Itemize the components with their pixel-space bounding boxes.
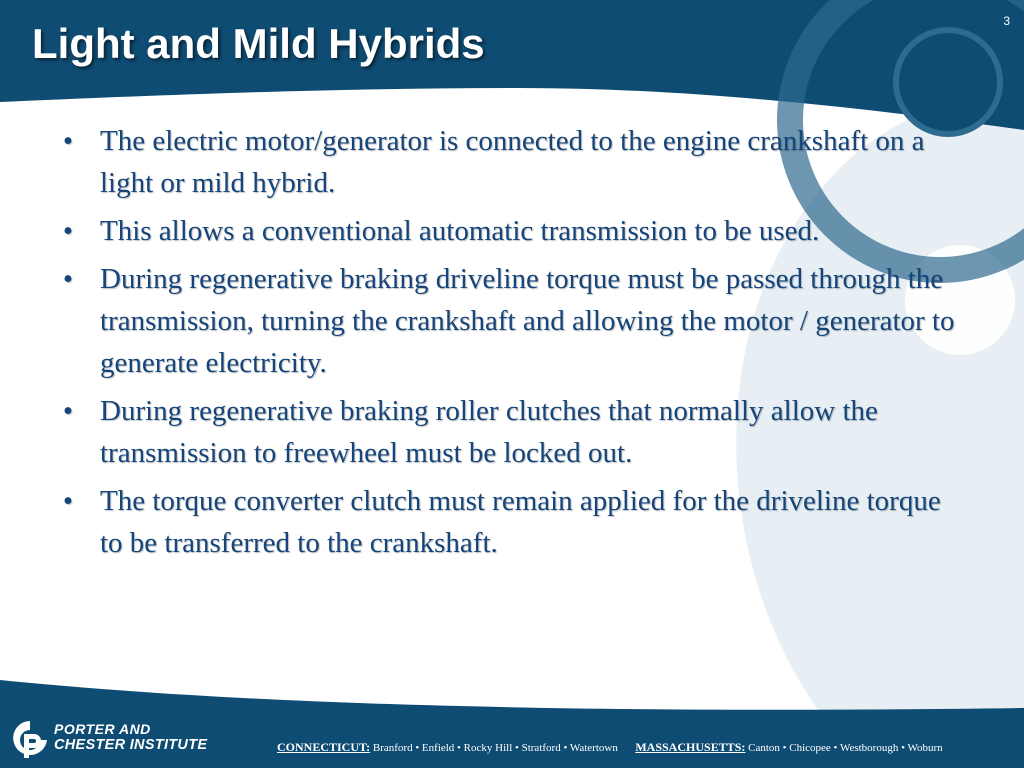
bullet-dot-icon: • xyxy=(62,125,74,157)
footer xyxy=(0,712,1024,768)
state-label-ct: CONNECTICUT: xyxy=(277,740,371,754)
logo-text-line1: PORTER AND xyxy=(54,721,151,737)
towns-ma: Canton • Chicopee • Westborough • Woburn xyxy=(748,742,943,754)
porter-chester-logo-icon xyxy=(10,718,50,762)
page-title: Light and Mild Hybrids xyxy=(32,20,485,67)
campus-locations xyxy=(277,740,943,755)
bullet-dot-icon: • xyxy=(62,485,74,517)
bullet-text: The torque converter clutch must remain applied for the driveline torque to be transferred to the crankshaft. xyxy=(100,485,941,559)
state-label-ma: MASSACHUSETTS: xyxy=(635,740,746,754)
bullet-item xyxy=(58,210,958,252)
bullet-item xyxy=(58,258,958,384)
bullet-item xyxy=(58,480,958,564)
logo-text-line2: CHESTER INSTITUTE xyxy=(54,737,208,753)
bullet-dot-icon: • xyxy=(62,263,74,295)
bullet-dot-icon: • xyxy=(62,215,74,247)
bullet-text: During regenerative braking roller clutches that normally allow the transmission to freewheel must be locked out. xyxy=(100,395,878,469)
bullet-list xyxy=(58,120,958,570)
bullet-item xyxy=(58,390,958,474)
slide-number: 3 xyxy=(1003,14,1010,28)
header-ring-small xyxy=(896,30,1000,134)
bullet-item xyxy=(58,120,958,204)
towns-ct: Branford • Enfield • Rocky Hill • Stratford • Watertown xyxy=(372,742,618,754)
bullet-text: The electric motor/generator is connected to the engine crankshaft on a light or mild hybrid. xyxy=(100,125,925,199)
bullet-text: During regenerative braking driveline torque must be passed through the transmission, turning the crankshaft and allowing the motor / generator to generate electricity. xyxy=(100,263,955,379)
bullet-text: This allows a conventional automatic transmission to be used. xyxy=(100,215,820,247)
bullet-dot-icon: • xyxy=(62,395,74,427)
